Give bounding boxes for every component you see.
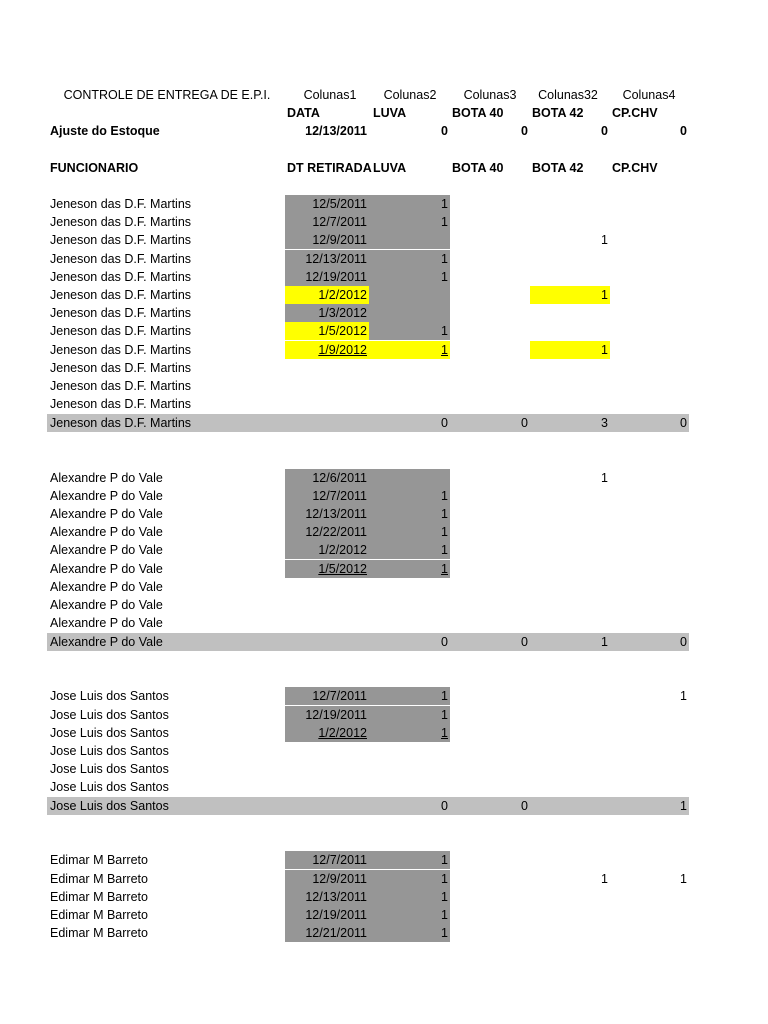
table-row <box>0 924 768 942</box>
employee-name-cell[interactable]: Jeneson das D.F. Martins <box>50 270 192 284</box>
bota42-cell[interactable]: 1 <box>530 341 610 359</box>
table-row <box>0 195 768 213</box>
employee-name-cell[interactable]: Jeneson das D.F. Martins <box>50 361 192 375</box>
table-row <box>0 395 768 413</box>
employee-name-cell[interactable]: Jeneson das D.F. Martins <box>50 252 192 266</box>
table-row <box>0 268 768 286</box>
table-row <box>0 888 768 906</box>
table-row <box>0 578 768 596</box>
luva-cell[interactable]: 1 <box>369 870 450 888</box>
date-cell[interactable]: 12/7/2011 <box>285 687 369 705</box>
luva-cell[interactable]: 1 <box>369 560 450 578</box>
employee-name-cell[interactable]: Alexandre P do Vale <box>50 471 163 485</box>
date-cell[interactable]: 1/2/2012 <box>285 541 369 559</box>
bota42-cell[interactable]: 1 <box>530 286 610 304</box>
employee-name-cell[interactable]: Jose Luis dos Santos <box>50 726 169 740</box>
header-colunas1[interactable]: Colunas1 <box>303 88 357 102</box>
total-bota42-cell[interactable]: 1 <box>601 635 608 649</box>
employee-name-cell[interactable]: Alexandre P do Vale <box>50 598 163 612</box>
column-header-luva[interactable]: LUVA <box>373 161 407 175</box>
employee-name-cell[interactable]: Alexandre P do Vale <box>50 616 163 630</box>
date-cell[interactable]: 12/22/2011 <box>285 523 369 541</box>
date-cell[interactable]: 12/7/2011 <box>285 213 369 231</box>
employee-name-cell[interactable]: Jeneson das D.F. Martins <box>50 288 192 302</box>
total-row <box>0 797 768 815</box>
employee-name-cell[interactable]: Jose Luis dos Santos <box>50 708 169 722</box>
table-row <box>0 560 768 578</box>
table-row <box>0 906 768 924</box>
luva-cell[interactable]: 1 <box>369 505 450 523</box>
date-cell[interactable]: 12/21/2011 <box>285 924 369 942</box>
date-cell[interactable]: 12/7/2011 <box>285 851 369 869</box>
table-row <box>0 487 768 505</box>
bota42-cell[interactable]: 1 <box>601 872 608 886</box>
table-row <box>0 304 768 322</box>
total-name-cell[interactable]: Jose Luis dos Santos <box>50 799 169 813</box>
date-cell[interactable]: 12/5/2011 <box>285 195 369 213</box>
luva-cell[interactable]: 1 <box>369 851 450 869</box>
employee-name-cell[interactable]: Jeneson das D.F. Martins <box>50 343 192 357</box>
cpchv-cell[interactable]: 1 <box>680 872 687 886</box>
luva-cell[interactable]: 1 <box>369 724 450 742</box>
employee-name-cell[interactable]: Jeneson das D.F. Martins <box>50 215 192 229</box>
employee-name-cell[interactable]: Alexandre P do Vale <box>50 580 163 594</box>
employee-name-cell[interactable]: Jeneson das D.F. Martins <box>50 379 192 393</box>
total-luva-cell[interactable]: 0 <box>441 635 448 649</box>
employee-name-cell[interactable]: Jeneson das D.F. Martins <box>50 233 192 247</box>
date-cell[interactable]: 12/19/2011 <box>285 706 369 724</box>
sheet-title[interactable]: CONTROLE DE ENTREGA DE E.P.I. <box>63 88 271 102</box>
luva-cell[interactable]: 1 <box>369 541 450 559</box>
table-row <box>0 687 768 705</box>
employee-name-cell[interactable]: Edimar M Barreto <box>50 872 148 886</box>
date-cell[interactable]: 1/9/2012 <box>285 341 369 359</box>
table-row <box>0 778 768 796</box>
total-row <box>0 633 768 651</box>
table-row <box>0 250 768 268</box>
bota42-cell[interactable]: 1 <box>601 233 608 247</box>
employee-name-cell[interactable]: Jeneson das D.F. Martins <box>50 324 192 338</box>
total-bota40-cell[interactable]: 0 <box>521 799 528 813</box>
stock-header-date[interactable]: DATA <box>287 106 320 120</box>
luva-cell[interactable]: 1 <box>369 268 450 286</box>
date-cell[interactable]: 12/9/2011 <box>285 870 369 888</box>
employee-name-cell[interactable]: Edimar M Barreto <box>50 926 148 940</box>
total-luva-cell[interactable]: 0 <box>441 799 448 813</box>
column-header-cpchv[interactable]: CP.CHV <box>612 161 658 175</box>
luva-cell[interactable] <box>369 231 450 249</box>
date-cell[interactable]: 12/19/2011 <box>285 906 369 924</box>
luva-cell[interactable]: 1 <box>369 888 450 906</box>
total-bota40-cell[interactable]: 0 <box>521 635 528 649</box>
header-colunas4[interactable]: Colunas4 <box>622 88 676 102</box>
table-row <box>0 614 768 632</box>
employee-name-cell[interactable]: Alexandre P do Vale <box>50 562 163 576</box>
column-header-bota42[interactable]: BOTA 42 <box>532 161 584 175</box>
employee-name-cell[interactable]: Alexandre P do Vale <box>50 525 163 539</box>
stock-header-luva[interactable]: LUVA <box>373 106 407 120</box>
table-row <box>0 322 768 340</box>
total-cpchv-cell[interactable]: 0 <box>680 416 687 430</box>
luva-cell[interactable]: 1 <box>369 487 450 505</box>
table-row <box>0 706 768 724</box>
luva-cell[interactable]: 1 <box>369 706 450 724</box>
header-colunas32[interactable]: Colunas32 <box>538 88 598 102</box>
date-cell[interactable]: 1/5/2012 <box>285 322 369 340</box>
date-cell[interactable]: 1/2/2012 <box>285 286 369 304</box>
luva-cell[interactable] <box>369 286 450 304</box>
total-name-cell[interactable]: Jeneson das D.F. Martins <box>50 416 192 430</box>
stock-adjust-cpchv[interactable]: 0 <box>680 124 687 138</box>
total-row <box>0 414 768 432</box>
employee-name-cell[interactable]: Jose Luis dos Santos <box>50 744 169 758</box>
employee-name-cell[interactable]: Jeneson das D.F. Martins <box>50 306 192 320</box>
table-row <box>0 231 768 249</box>
table-row <box>0 760 768 778</box>
total-name-cell[interactable]: Alexandre P do Vale <box>50 635 163 649</box>
luva-cell[interactable]: 1 <box>369 523 450 541</box>
stock-adjust-date[interactable]: 12/13/2011 <box>305 124 367 138</box>
table-row <box>0 341 768 359</box>
total-luva-cell[interactable]: 0 <box>441 416 448 430</box>
date-cell[interactable]: 1/5/2012 <box>285 560 369 578</box>
stock-header-row <box>0 104 768 122</box>
date-cell[interactable]: 12/13/2011 <box>285 888 369 906</box>
date-cell[interactable]: 12/13/2011 <box>285 250 369 268</box>
luva-cell[interactable]: 1 <box>369 250 450 268</box>
table-row <box>0 851 768 869</box>
employee-name-cell[interactable]: Edimar M Barreto <box>50 890 148 904</box>
stock-adjust-label[interactable]: Ajuste do Estoque <box>50 124 160 138</box>
column-header-dt-retirada[interactable]: DT RETIRADA <box>287 161 372 175</box>
header-colunas3[interactable]: Colunas3 <box>463 88 517 102</box>
luva-cell[interactable]: 1 <box>369 213 450 231</box>
employee-name-cell[interactable]: Jose Luis dos Santos <box>50 762 169 776</box>
stock-adjust-row <box>0 122 768 140</box>
date-cell[interactable]: 12/9/2011 <box>285 231 369 249</box>
total-bota40-cell[interactable]: 0 <box>521 416 528 430</box>
luva-cell[interactable]: 1 <box>369 687 450 705</box>
column-header-bota40[interactable]: BOTA 40 <box>452 161 504 175</box>
column-header-funcionario[interactable]: FUNCIONARIO <box>50 161 139 175</box>
table-row <box>0 742 768 760</box>
total-cpchv-cell[interactable]: 1 <box>680 799 687 813</box>
luva-cell[interactable] <box>369 304 450 322</box>
employee-name-cell[interactable]: Jeneson das D.F. Martins <box>50 397 192 411</box>
table-row <box>0 505 768 523</box>
table-row <box>0 870 768 888</box>
table-row <box>0 541 768 559</box>
employee-name-cell[interactable]: Edimar M Barreto <box>50 853 148 867</box>
date-cell[interactable]: 12/19/2011 <box>285 268 369 286</box>
table-header-row <box>0 159 768 177</box>
luva-cell[interactable]: 1 <box>369 924 450 942</box>
stock-adjust-bota42[interactable]: 0 <box>601 124 608 138</box>
employee-name-cell[interactable]: Edimar M Barreto <box>50 908 148 922</box>
stock-header-bota42[interactable]: BOTA 42 <box>532 106 584 120</box>
stock-header-cpchv[interactable]: CP.CHV <box>612 106 658 120</box>
date-cell[interactable]: 1/2/2012 <box>285 724 369 742</box>
stock-adjust-bota40[interactable]: 0 <box>521 124 528 138</box>
table-row <box>0 469 768 487</box>
date-cell[interactable]: 12/6/2011 <box>285 469 369 487</box>
date-cell[interactable]: 1/3/2012 <box>285 304 369 322</box>
luva-cell[interactable] <box>369 469 450 487</box>
table-row <box>0 213 768 231</box>
stock-adjust-luva[interactable]: 0 <box>441 124 448 138</box>
employee-name-cell[interactable]: Jose Luis dos Santos <box>50 780 169 794</box>
luva-cell[interactable]: 1 <box>369 322 450 340</box>
table-row <box>0 377 768 395</box>
employee-name-cell[interactable]: Jeneson das D.F. Martins <box>50 197 192 211</box>
total-cpchv-cell[interactable]: 0 <box>680 635 687 649</box>
table-row <box>0 596 768 614</box>
cpchv-cell[interactable]: 1 <box>680 689 687 703</box>
table-row <box>0 359 768 377</box>
stock-header-bota40[interactable]: BOTA 40 <box>452 106 504 120</box>
employee-name-cell[interactable]: Alexandre P do Vale <box>50 507 163 521</box>
table-row <box>0 286 768 304</box>
header-colunas2[interactable]: Colunas2 <box>383 88 437 102</box>
employee-name-cell[interactable]: Alexandre P do Vale <box>50 543 163 557</box>
total-bota42-cell[interactable] <box>530 797 610 815</box>
table-row <box>0 724 768 742</box>
employee-name-cell[interactable]: Alexandre P do Vale <box>50 489 163 503</box>
top-header-row <box>0 86 768 104</box>
bota42-cell[interactable]: 1 <box>601 471 608 485</box>
luva-cell[interactable]: 1 <box>369 341 450 359</box>
luva-cell[interactable]: 1 <box>369 195 450 213</box>
luva-cell[interactable]: 1 <box>369 906 450 924</box>
total-bota42-cell[interactable]: 3 <box>601 416 608 430</box>
table-row <box>0 523 768 541</box>
date-cell[interactable]: 12/7/2011 <box>285 487 369 505</box>
employee-name-cell[interactable]: Jose Luis dos Santos <box>50 689 169 703</box>
date-cell[interactable]: 12/13/2011 <box>285 505 369 523</box>
